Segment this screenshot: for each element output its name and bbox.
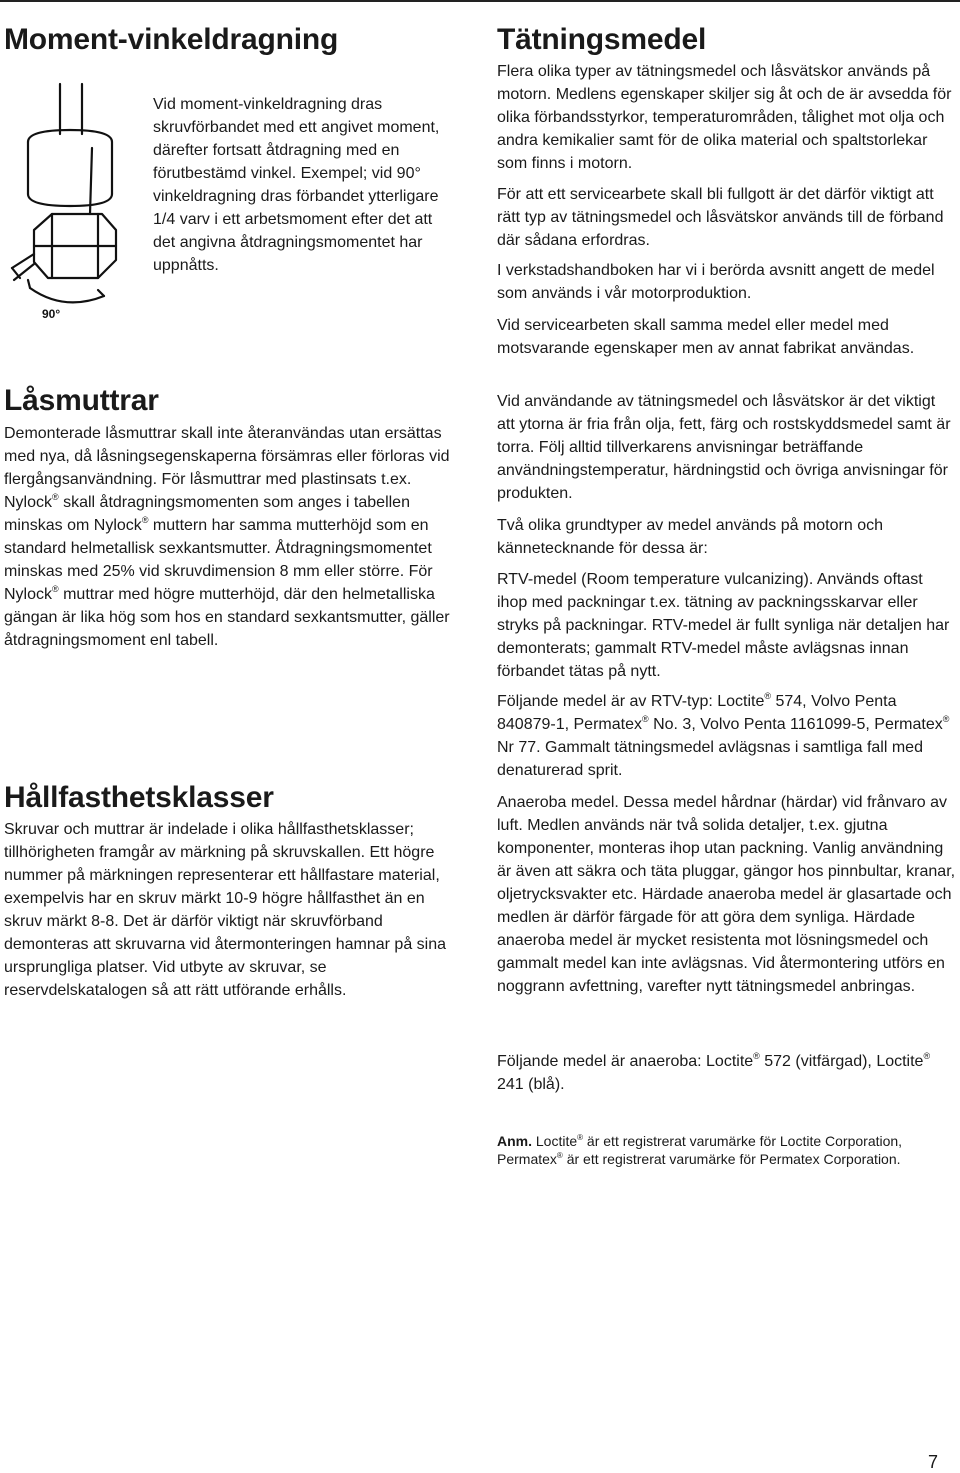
heading-tatningsmedel: Tätningsmedel [497, 23, 707, 56]
paragraph-tatning-2: För att ett servicearbete skall bli fullgott är det därför viktigt att rätt typ av tätningsmedel och låsvätskor används till de förband där sådana erfordras. [497, 186, 944, 249]
paragraph-lasmuttrar-body: Demonterade låsmuttrar skall inte återanvändas utan ersättas med nya, då låsningsegenskaperna försämras eller förloras vid flergångsanvändning. För låsmuttrar med plastinsats t.ex. Nylock® skall åtdragningsmomenten som anges i tabellen minskas om Nylock® muttern har samma mutterhöjd som en standard helmetallisk sexkantsmutter. Åtdragningsmomentet minskas med 25% vid skruvdimension 8 mm eller större. För Nylock® muttrar med högre mutterhöjd, där den helmetalliska gängan är lika hög som hos en standard sexkantsmutter, gäller åtdragningsmoment enl tabell. [4, 425, 450, 649]
torque-angle-illustration [4, 82, 152, 322]
paragraph-tatning-4: Vid servicearbeten skall samma medel eller medel med motsvarande egenskaper men av annat fabrikat användas. [497, 317, 915, 357]
paragraph-tatning-5: Vid användande av tätningsmedel och låsvätskor är det viktigt att ytorna är fria från olja, fett, färg och rostskyddsmedel samt är torra. Följ alltid tillverkarens anvisningar beträffande användningstemperatur, härdningstid och övriga anvisningar för produkten. [497, 393, 951, 502]
heading-moment-vinkeldragning: Moment-vinkeldragning [4, 23, 339, 56]
paragraph-tatning-anaeroba-products: Följande medel är anaeroba: Loctite® 572 (vitfärgad), Loctite® 241 (blå). [497, 1051, 931, 1093]
paragraph-tatning-rtv: RTV-medel (Room temperature vulcanizing). Används oftast ihop med packningar t.ex. tätning av packningsskarvar eller stryks på packningar. RTV-medel är fullt synliga när detaljen har demonterats; gammalt RTV-medel måste avlägsnas innan förbandet tätas på nytt. [497, 571, 950, 680]
figure-angle-label: 90° [42, 307, 61, 321]
heading-hallfasthetsklasser: Hållfasthetsklasser [4, 781, 274, 814]
paragraph-hallfasthet-body: Skruvar och muttrar är indelade i olika hållfasthetsklasser; tillhörigheten framgår av märkning på skruvskallen. Ett högre nummer på märkningen representerar ett hållfastare material, exempelvis har en skruv märkt 10-9 högre hållfasthet än en skruv märkt 8-8. Det är därför viktigt när skruvförband demonteras att skruvarna vid återmonteringen hamnar på sina ursprungliga platser. Vid utbyte av skruvar, se reservdelskatalogen så att rätt utförande erhålls. [4, 821, 447, 999]
trademark-note: Anm. Loctite® är ett registrerat varumärke för Loctite Corporation, Permatex® är ett registrerat varumärke för Permatex Corporation. [497, 1133, 903, 1167]
paragraph-tatning-6: Två olika grundtyper av medel används på motorn och kännetecknande för dessa är: [497, 517, 883, 557]
page-number: 7 [927, 1452, 938, 1472]
paragraph-tatning-rtv-products: Följande medel är av RTV-typ: Loctite® 574, Volvo Penta 840879-1, Permatex® No. 3, Volvo Penta 1161099-5, Permatex® Nr 77. Gammalt tätningsmedel avlägsnas i samtliga fall med denaturerad sprit. [497, 691, 950, 779]
paragraph-tatning-anaeroba: Anaeroba medel. Dessa medel hårdnar (härdar) vid frånvaro av luft. Medlen används när två solida detaljer, t.ex. gjutna komponenter, monteras ihop utan packning. Vanlig användning är även att säkra och täta pluggar, gängor hos pinnbultar, kranar, oljetrycksvakter etc. Härdade anaeroba medel är glasartade och medlen är därför färgade för att göra dem synliga. Härdade anaeroba medel är mycket resistenta mot lösningsmedel och gammalt medel kan inte avlägsnas. Vid återmontering utförs en noggrann avfettning, varefter nytt tätningsmedel anbringas. [497, 794, 956, 995]
heading-lasmuttrar: Låsmuttrar [4, 384, 159, 417]
top-rule [0, 0, 960, 2]
note-label: Anm. [497, 1133, 532, 1149]
paragraph-tatning-3: I verkstadshandboken har vi i berörda avsnitt angett de medel som används i vår motorproduktion. [497, 262, 935, 302]
paragraph-moment-body: Vid moment-vinkeldragning dras skruvförbandet med ett angivet moment, därefter fortsatt åtdragning med en förutbestämd vinkel. Exempel; vid 90° vinkeldragning dras förbandet ytterligare 1/4 varv i ett arbetsmoment efter det att det angivna åtdragningsmomentet har uppnåtts. [153, 96, 440, 274]
paragraph-tatning-1: Flera olika typer av tätningsmedel och låsvätskor används på motorn. Medlens egenskaper skiljer sig åt och de är avsedda för olika förbandsstyrkor, temperaturområden, tålighet mot olja och andra kemikalier samt för de olika material och spaltstorlekar som finns i motorn. [497, 63, 952, 172]
